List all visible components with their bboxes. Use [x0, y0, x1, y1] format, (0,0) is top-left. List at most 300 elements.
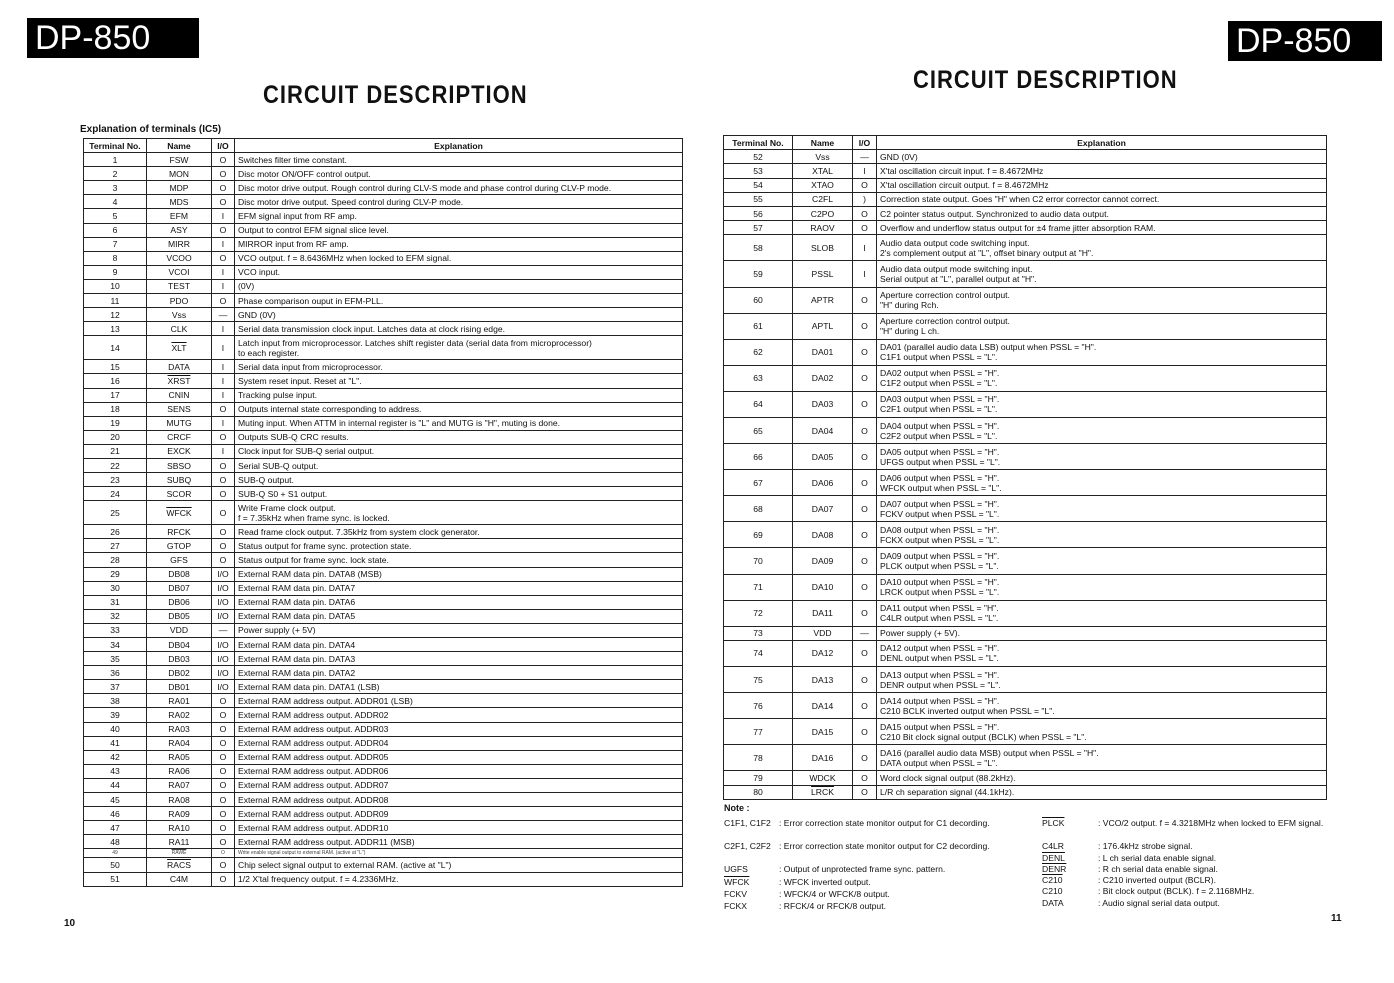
explanation-line: Audio data output code switching input.	[880, 237, 1030, 248]
explanation-line: External RAM address output. ADDR05	[238, 752, 389, 763]
table-row	[724, 693, 1327, 719]
table-row	[84, 567, 683, 581]
explanation-cell	[235, 388, 683, 402]
io-cell: O	[853, 522, 877, 548]
explanation-line: External RAM data pin. DATA5	[238, 611, 356, 622]
explanation-cell	[235, 501, 683, 525]
explanation-cell	[235, 336, 683, 360]
explanation-cell	[235, 680, 683, 694]
io-cell: —	[853, 150, 877, 164]
explanation-cell	[235, 167, 683, 181]
terminal-no-cell: 21	[84, 444, 147, 458]
header-explanation: Explanation	[235, 139, 683, 153]
explanation-cell	[877, 667, 1327, 693]
table-row	[724, 785, 1327, 799]
terminal-no-cell: 38	[84, 694, 147, 708]
header-terminal: Terminal No.	[84, 139, 147, 153]
note-value: : VCO/2 output. f = 4.3218MHz when locked to EFM signal.	[1098, 818, 1324, 828]
explanation-cell	[235, 195, 683, 209]
terminal-name-cell: RA04	[147, 736, 212, 750]
explanation-line: UFGS output when PSSL = "L".	[880, 456, 1001, 467]
io-cell: O	[853, 221, 877, 235]
table-row	[84, 708, 683, 722]
io-cell: —	[212, 623, 235, 637]
terminal-name-cell: RA03	[147, 722, 212, 736]
explanation-line: DA05 output when PSSL = "H".	[880, 446, 1000, 457]
terminal-no-cell: 18	[84, 402, 147, 416]
table-row	[84, 609, 683, 623]
table-row	[84, 444, 683, 458]
explanation-cell	[235, 793, 683, 807]
terminal-no-cell: 56	[724, 206, 793, 220]
table-row	[84, 821, 683, 835]
io-cell: O	[212, 153, 235, 167]
explanation-line: DENL output when PSSL = "L".	[880, 653, 999, 664]
explanation-cell	[877, 164, 1327, 178]
terminal-name-cell: VCOO	[147, 251, 212, 265]
terminal-name-cell: DA09	[793, 548, 853, 574]
table-row	[84, 251, 683, 265]
table-row	[84, 680, 683, 694]
explanation-line: Serial data transmission clock input. Latches data at clock rising edge.	[238, 323, 506, 334]
explanation-line: DA07 output when PSSL = "H".	[880, 498, 1000, 509]
terminal-name-cell: DA12	[793, 640, 853, 666]
explanation-cell	[235, 525, 683, 539]
explanation-line: DA11 output when PSSL = "H".	[880, 603, 999, 614]
terminal-no-cell: 17	[84, 388, 147, 402]
terminal-no-cell: 31	[84, 595, 147, 609]
terminal-no-cell: 45	[84, 793, 147, 807]
table-row	[84, 402, 683, 416]
table-row	[84, 181, 683, 195]
io-cell: O	[212, 849, 235, 858]
explanation-line: External RAM data pin. DATA7	[238, 583, 356, 594]
table-row	[84, 849, 683, 858]
explanation-line: f = 7.35kHz when frame sync. is locked.	[238, 512, 390, 523]
note-value: : Output of unprotected frame sync. pattern.	[779, 864, 946, 874]
terminal-name-cell: DA13	[793, 667, 853, 693]
io-cell: O	[212, 487, 235, 501]
table-row	[724, 667, 1327, 693]
terminal-name-cell: CNIN	[147, 388, 212, 402]
terminal-no-cell: 76	[724, 693, 793, 719]
explanation-line: Outputs internal state corresponding to address.	[238, 404, 422, 415]
explanation-line: C1F1 output when PSSL = "L".	[880, 352, 998, 363]
table-row	[724, 365, 1327, 391]
explanation-line: LRCK output when PSSL = "L".	[880, 587, 1000, 598]
io-cell: O	[212, 764, 235, 778]
table-row	[84, 694, 683, 708]
terminal-name-cell: APTR	[793, 287, 853, 313]
terminal-name-cell: DA15	[793, 719, 853, 745]
note-value: : L ch serial data enable signal.	[1098, 853, 1217, 863]
table-row	[84, 237, 683, 251]
explanation-line: X'tal oscillation circuit input. f = 8.4672MHz	[880, 165, 1044, 176]
io-cell: O	[212, 553, 235, 567]
terminal-no-cell: 10	[84, 279, 147, 293]
table-row	[724, 417, 1327, 443]
table-row	[84, 666, 683, 680]
terminal-no-cell: 79	[724, 771, 793, 785]
explanation-line: External RAM address output. ADDR03	[238, 724, 389, 735]
table-row	[724, 287, 1327, 313]
terminal-no-cell: 71	[724, 574, 793, 600]
explanation-cell	[235, 237, 683, 251]
explanation-line: Power supply (+ 5V)	[238, 625, 316, 636]
note-key: WFCK	[724, 877, 750, 887]
explanation-cell	[235, 360, 683, 374]
table-row	[84, 553, 683, 567]
explanation-cell	[235, 872, 683, 886]
io-cell: O	[853, 444, 877, 470]
terminal-no-cell: 48	[84, 835, 147, 849]
explanation-line: External RAM address output. ADDR01 (LSB)	[238, 695, 413, 706]
table-row	[84, 153, 683, 167]
table-row	[84, 308, 683, 322]
explanation-line: C4LR output when PSSL = "L".	[880, 613, 999, 624]
table-row	[84, 581, 683, 595]
notes-title: Note :	[724, 803, 750, 813]
explanation-line: Serial output at "L", parallel output at "H".	[880, 273, 1037, 284]
explanation-line: VCO output. f = 8.6436MHz when locked to EFM signal.	[238, 253, 452, 264]
io-cell: O	[212, 778, 235, 792]
note-key: DENR	[1042, 864, 1067, 874]
terminal-name-cell: DB03	[147, 652, 212, 666]
explanation-line: SUB-Q output.	[238, 474, 294, 485]
page-number-right: 11	[1331, 913, 1342, 924]
explanation-cell	[877, 417, 1327, 443]
io-cell: I/O	[212, 680, 235, 694]
explanation-line: External RAM data pin. DATA1 (LSB)	[238, 681, 380, 692]
table-row	[724, 206, 1327, 220]
io-cell: O	[212, 722, 235, 736]
terminal-no-cell: 35	[84, 652, 147, 666]
table-row	[724, 640, 1327, 666]
explanation-line: Phase comparison ouput in EFM-PLL.	[238, 295, 384, 306]
io-cell: O	[853, 745, 877, 771]
note-key: FCKX	[724, 901, 747, 911]
explanation-cell	[877, 391, 1327, 417]
terminal-no-cell: 66	[724, 444, 793, 470]
terminal-no-cell: 55	[724, 192, 793, 206]
terminal-no-cell: 12	[84, 308, 147, 322]
io-cell: —	[212, 308, 235, 322]
explanation-line: SUB-Q S0 + S1 output.	[238, 488, 328, 499]
header-io: I/O	[212, 139, 235, 153]
note-key: C210	[1042, 886, 1063, 896]
table-row	[724, 548, 1327, 574]
table-row	[724, 391, 1327, 417]
io-cell: O	[853, 548, 877, 574]
explanation-cell	[877, 313, 1327, 339]
table-row	[84, 374, 683, 388]
terminal-no-cell: 47	[84, 821, 147, 835]
io-cell: I	[212, 265, 235, 279]
explanation-line: C2 pointer status output. Synchronized to audio data output.	[880, 208, 1109, 219]
note-value: : R ch serial data enable signal.	[1098, 864, 1218, 874]
terminal-no-cell: 30	[84, 581, 147, 595]
terminal-name-cell: SUBQ	[147, 473, 212, 487]
terminal-no-cell: 43	[84, 764, 147, 778]
header-name: Name	[147, 139, 212, 153]
explanation-cell	[235, 473, 683, 487]
table-row	[84, 430, 683, 444]
explanation-cell	[877, 785, 1327, 799]
table-row	[724, 626, 1327, 640]
terminal-no-cell: 4	[84, 195, 147, 209]
io-cell: O	[853, 206, 877, 220]
terminal-no-cell: 28	[84, 553, 147, 567]
terminal-name-cell: RA10	[147, 821, 212, 835]
header-terminal: Terminal No.	[724, 136, 793, 150]
io-cell: O	[212, 473, 235, 487]
table-row	[724, 600, 1327, 626]
explanation-line: Read frame clock output. 7.35kHz from system clock generator.	[238, 526, 480, 537]
explanation-line: External RAM address output. ADDR08	[238, 794, 389, 805]
terminal-name-cell: LRCK	[793, 785, 853, 799]
io-cell: I/O	[212, 652, 235, 666]
terminal-no-cell: 53	[724, 164, 793, 178]
explanation-cell	[235, 402, 683, 416]
explanation-line: Aperture correction control output.	[880, 290, 1010, 301]
terminal-name-cell: CLK	[147, 322, 212, 336]
io-cell: I/O	[212, 567, 235, 581]
table-row	[724, 178, 1327, 192]
io-cell: O	[212, 821, 235, 835]
table-row	[84, 501, 683, 525]
terminal-no-cell: 25	[84, 501, 147, 525]
terminal-name-cell: DA11	[793, 600, 853, 626]
table-row	[84, 807, 683, 821]
terminal-no-cell: 7	[84, 237, 147, 251]
explanation-line: Switches filter time constant.	[238, 154, 347, 165]
table-row	[84, 458, 683, 472]
io-cell: O	[853, 693, 877, 719]
terminal-no-cell: 59	[724, 261, 793, 287]
terminal-no-cell: 20	[84, 430, 147, 444]
io-cell: O	[212, 501, 235, 525]
explanation-line: Disc motor drive output. Speed control during CLV-P mode.	[238, 196, 464, 207]
table-header-row	[724, 136, 1327, 150]
note-value: : 176.4kHz strobe signal.	[1098, 841, 1193, 851]
terminal-name-cell: RA11	[147, 835, 212, 849]
terminal-name-cell: CRCF	[147, 430, 212, 444]
explanation-cell	[235, 736, 683, 750]
terminal-name-cell: PDO	[147, 294, 212, 308]
table-row	[84, 595, 683, 609]
io-cell: O	[853, 178, 877, 192]
io-cell: I	[212, 416, 235, 430]
terminal-name-cell: DA06	[793, 470, 853, 496]
terminal-no-cell: 67	[724, 470, 793, 496]
terminal-no-cell: 61	[724, 313, 793, 339]
terminal-no-cell: 57	[724, 221, 793, 235]
terminal-name-cell: EXCK	[147, 444, 212, 458]
explanation-line: C210 Bit clock signal output (BCLK) when PSSL = "L".	[880, 731, 1087, 742]
terminal-no-cell: 65	[724, 417, 793, 443]
io-cell: I	[212, 209, 235, 223]
io-cell: I	[212, 279, 235, 293]
explanation-cell	[235, 458, 683, 472]
explanation-cell	[235, 444, 683, 458]
table-row	[84, 416, 683, 430]
io-cell: O	[853, 313, 877, 339]
terminal-name-cell: $\overline{XLT}$	[147, 336, 212, 360]
io-cell: O	[212, 858, 235, 872]
explanation-line: DA15 output when PSSL = "H".	[880, 721, 1000, 732]
table-row	[84, 638, 683, 652]
terminal-name-cell: C2FL	[793, 192, 853, 206]
io-cell: O	[212, 525, 235, 539]
explanation-line: Muting input. When ATTM in internal register is "L" and MUTG is "H", muting is done.	[238, 418, 561, 429]
terminal-name-cell: DB07	[147, 581, 212, 595]
explanation-cell	[235, 539, 683, 553]
explanation-line: Status output for frame sync. lock state.	[238, 554, 389, 565]
io-cell: O	[212, 195, 235, 209]
note-value: : Audio signal serial data output.	[1098, 898, 1220, 908]
explanation-line: Serial SUB-Q output.	[238, 460, 319, 471]
terminal-no-cell: 70	[724, 548, 793, 574]
table-row	[84, 294, 683, 308]
io-cell: O	[853, 365, 877, 391]
terminal-no-cell: 2	[84, 167, 147, 181]
note-key: FCKV	[724, 889, 747, 899]
explanation-cell	[877, 574, 1327, 600]
explanation-line: External RAM data pin. DATA8 (MSB)	[238, 569, 382, 580]
terminal-name-cell: RACS	[147, 858, 212, 872]
explanation-line: DA03 output when PSSL = "H".	[880, 394, 1000, 405]
header-name: Name	[793, 136, 853, 150]
terminal-name-cell: DA14	[793, 693, 853, 719]
terminal-no-cell: 77	[724, 719, 793, 745]
explanation-cell	[877, 206, 1327, 220]
explanation-line: Correction state output. Goes "H" when C2 error corrector cannot correct.	[880, 194, 1160, 205]
explanation-cell	[877, 150, 1327, 164]
explanation-line: L/R ch separation signal (44.1kHz).	[880, 787, 1015, 798]
explanation-cell	[235, 153, 683, 167]
io-cell: I	[853, 164, 877, 178]
terminal-name-cell: TEST	[147, 279, 212, 293]
terminal-no-cell: 24	[84, 487, 147, 501]
io-cell: O	[212, 251, 235, 265]
explanation-cell	[877, 693, 1327, 719]
terminal-no-cell: 46	[84, 807, 147, 821]
explanation-cell	[235, 322, 683, 336]
terminal-name-cell: WFCK	[147, 501, 212, 525]
note-value: : Error correction state monitor output for C1 decording.	[779, 818, 990, 828]
terminal-no-cell: 8	[84, 251, 147, 265]
terminal-no-cell: 29	[84, 567, 147, 581]
io-cell: )	[853, 192, 877, 206]
table-row	[84, 473, 683, 487]
terminal-no-cell: 14	[84, 336, 147, 360]
io-cell: O	[212, 793, 235, 807]
io-cell: I/O	[212, 609, 235, 623]
terminal-no-cell: 23	[84, 473, 147, 487]
terminal-name-cell: DB05	[147, 609, 212, 623]
explanation-line: Disc motor drive output. Rough control during CLV-S mode and phase control during CLV-P mode.	[238, 182, 612, 193]
explanation-cell	[877, 287, 1327, 313]
io-cell: I	[212, 336, 235, 360]
terminal-name-cell: VDD	[793, 626, 853, 640]
io-cell: O	[212, 694, 235, 708]
io-cell: O	[212, 750, 235, 764]
terminal-no-cell: 9	[84, 265, 147, 279]
explanation-line: External RAM address output. ADDR07	[238, 780, 389, 791]
terminal-no-cell: 5	[84, 209, 147, 223]
io-cell: O	[853, 574, 877, 600]
terminal-table-left	[83, 138, 683, 887]
explanation-line: External RAM data pin. DATA4	[238, 639, 356, 650]
explanation-line: DA14 output when PSSL = "H".	[880, 695, 1000, 706]
explanation-line: GND (0V)	[880, 151, 918, 162]
terminal-name-cell: GTOP	[147, 539, 212, 553]
explanation-line: External RAM address output. ADDR02	[238, 710, 389, 721]
terminal-no-cell: 36	[84, 666, 147, 680]
io-cell: O	[212, 872, 235, 886]
explanation-cell	[877, 626, 1327, 640]
table-row	[84, 265, 683, 279]
terminal-no-cell: 11	[84, 294, 147, 308]
terminal-name-cell: DA03	[793, 391, 853, 417]
explanation-line: Audio data output mode switching input.	[880, 263, 1033, 274]
terminal-no-cell: 32	[84, 609, 147, 623]
explanation-cell	[877, 640, 1327, 666]
terminal-no-cell: 3	[84, 181, 147, 195]
terminal-name-cell: MON	[147, 167, 212, 181]
note-key: UGFS	[724, 864, 748, 874]
explanation-line: GND (0V)	[238, 309, 276, 320]
table-row	[84, 279, 683, 293]
explanation-line: Status output for frame sync. protection state.	[238, 540, 412, 551]
explanation-cell	[235, 553, 683, 567]
table-row	[84, 750, 683, 764]
io-cell: I	[212, 374, 235, 388]
explanation-line: "H" during L ch.	[880, 326, 940, 337]
table-row	[724, 313, 1327, 339]
explanation-line: DA13 output when PSSL = "H".	[880, 669, 1000, 680]
io-cell: O	[212, 294, 235, 308]
explanation-line: Aperture correction control output.	[880, 316, 1010, 327]
terminal-name-cell: DA04	[793, 417, 853, 443]
terminal-no-cell: 63	[724, 365, 793, 391]
explanation-line: External RAM address output. ADDR06	[238, 766, 389, 777]
io-cell: O	[212, 181, 235, 195]
explanation-line: X'tal oscillation circuit output. f = 8.4672MHz	[880, 180, 1049, 191]
explanation-cell	[235, 778, 683, 792]
terminal-name-cell: C4M	[147, 872, 212, 886]
table-row	[84, 388, 683, 402]
explanation-line: External RAM address output. ADDR10	[238, 822, 389, 833]
explanation-cell	[235, 181, 683, 195]
explanation-cell	[877, 522, 1327, 548]
terminal-name-cell: MIRR	[147, 237, 212, 251]
io-cell: O	[853, 719, 877, 745]
terminal-name-cell: C2PO	[793, 206, 853, 220]
terminal-no-cell: 13	[84, 322, 147, 336]
explanation-cell	[235, 708, 683, 722]
terminal-no-cell: 75	[724, 667, 793, 693]
explanation-line: System reset input. Reset at "L".	[238, 375, 362, 386]
explanation-line: Overflow and underflow status output for ±4 frame jitter absorption RAM.	[880, 222, 1156, 233]
explanation-cell	[235, 821, 683, 835]
terminal-no-cell: 39	[84, 708, 147, 722]
table-row	[84, 835, 683, 849]
explanation-line: VCO input.	[238, 267, 281, 278]
explanation-cell	[235, 849, 683, 858]
note-key: DATA	[1042, 898, 1064, 908]
explanation-cell	[235, 764, 683, 778]
